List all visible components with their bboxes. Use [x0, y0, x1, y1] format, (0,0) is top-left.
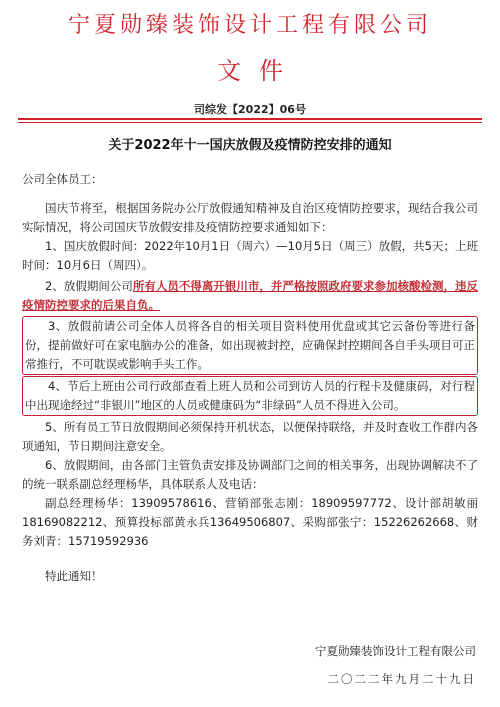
item-4: 4、节后上班由公司行政部查看上班人员和公司到访人员的行程卡及健康码，对行程中出现途经过“非银川”地区的人员或健康码为“非绿码”人员不得进入公司。: [22, 376, 478, 416]
notice-body: [22, 170, 478, 586]
document-header: [0, 12, 500, 86]
intro-paragraph: 国庆节将至，根据国务院办公厅放假通知精神及自治区疫情防控要求，现结合我公司实际情况，将公司国庆节放假安排及疫情防控要求通知如下：: [22, 201, 478, 234]
item-3: 3、放假前请公司全体人员将各自的相关项目资料使用优盘或其它云备份等进行备份，提前做好可在家电脑办公的准备，如出现被封控，应确保封控期间各自手头项目可正常推行，不可耽误或影响手头工作。: [22, 316, 478, 375]
item-1: 1、国庆放假时间：2022年10月1日（周六）—10月5日（周三）放假，共5天；上班时间：10月6日（周四）。: [22, 239, 478, 272]
company-name: 宁夏勋臻装饰设计工程有限公司: [67, 13, 432, 38]
document-number: 司综发【2022】06号: [194, 103, 306, 116]
salutation: 公司全体员工：: [22, 172, 103, 186]
header-divider-thin: [18, 122, 482, 123]
document-label: 文件: [217, 57, 301, 85]
item-2-highlight: 所有人员不得离开银川市，并严格按照政府要求参加核酸检测，违反疫情防控要求的后果自负。: [22, 279, 478, 312]
contact-list: 副总经理杨华：13909578616、营销部张志刚：18909597772、设计部胡敏丽18169082212、预算投标部黄永兵13649506807、采购部张宁：15226262668、财务刘青：15719592936: [22, 496, 478, 548]
item-6: 6、放假期间，由各部门主管负责安排及协调部门之间的相关事务，出现协调解决不了的统一联系副总经理杨华，具体联系人及电话：: [22, 458, 478, 491]
header-divider-thick: [18, 118, 482, 120]
item-5: 5、所有员工节日放假期间必须保持开机状态，以便保持联络，并及时查收工作群内各项通知，节日期间注意安全。: [22, 420, 478, 453]
item-2: [22, 277, 478, 315]
signature-date: 二〇二二年九月二十九日: [327, 672, 476, 686]
item-2-prefix: 2、放假期间公司: [45, 279, 133, 293]
signature-company: 宁夏勋臻装饰设计工程有限公司: [315, 644, 476, 658]
closing-line: 特此通知！: [45, 569, 103, 583]
notice-title: 关于2022年十一国庆放假及疫情防控安排的通知: [108, 138, 392, 153]
